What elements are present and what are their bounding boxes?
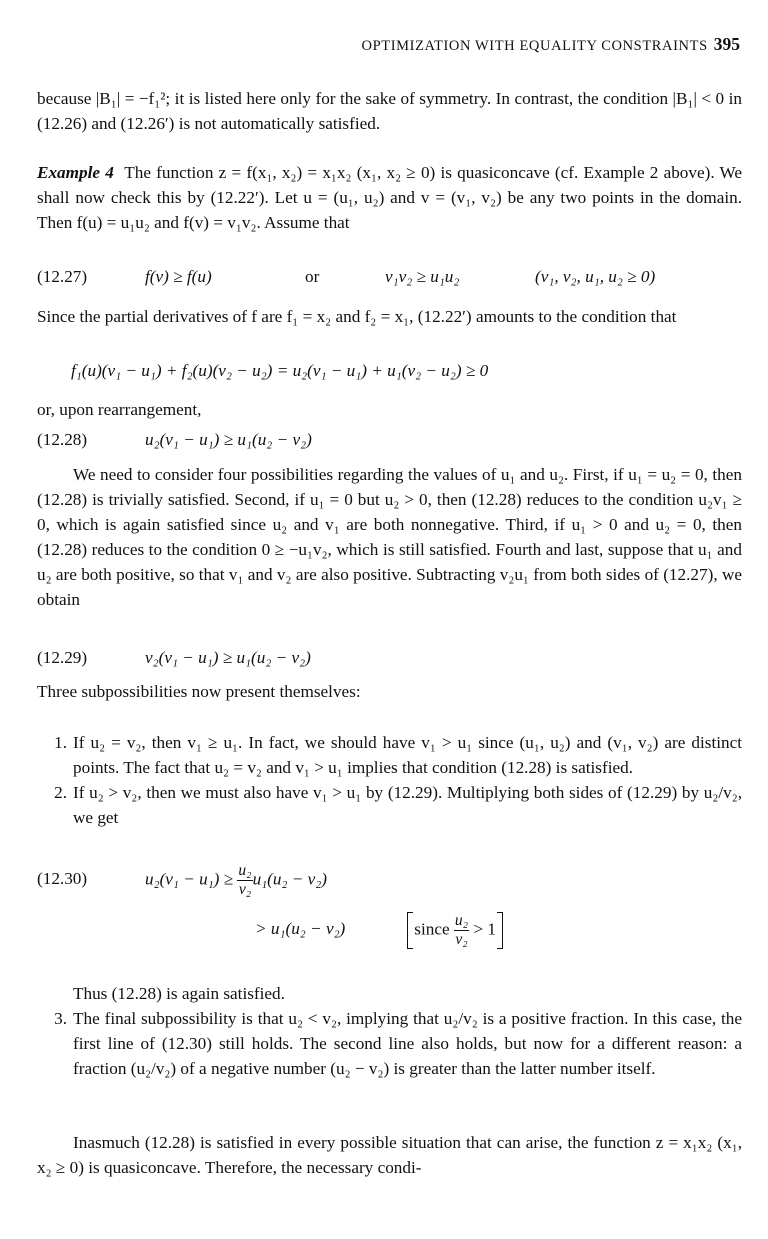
equation-number: (12.27) [37, 267, 88, 286]
fraction-numerator: u₂ [454, 912, 469, 929]
subpossibility-list-continued [37, 1006, 742, 1081]
example-label: Example 4 [37, 163, 114, 182]
equation-right: v₁v₂ ≥ u₁u₂ [385, 267, 460, 286]
equation-line1-left: u₂(v₁ − u₁) ≥ [145, 869, 234, 889]
running-header [37, 32, 740, 59]
running-title: OPTIMIZATION WITH EQUALITY CONSTRAINTS [361, 38, 708, 54]
equation-number: (12.30) [37, 869, 88, 889]
paragraph-rearrangement: or, upon rearrangement, [37, 400, 202, 419]
fraction-numerator: u₂ [238, 862, 252, 879]
list-item-number: 3. [54, 1009, 67, 1028]
equation-condition-expansion: f₁(u)(v₁ − u₁) + f₂(u)(v₂ − u₂) = u₂(v₁ − u₁) + u₁(v₂ − u₂) ≥ 0 [71, 361, 489, 380]
greater-than-one: > 1 [473, 919, 496, 939]
fraction-u2-v2-bracket [454, 912, 469, 949]
equation-number: (12.29) [37, 648, 88, 667]
list-item-text: The final subpossibility is that u₂ < v₂, implying that u₂/v₂ is a positive fraction. In this case, the first line of (12.30) still holds. The second line also holds, but now for a different reason: a fraction (u₂/v₂) of a negative number (u₂ − v₂) is greater than the latter number itself. [73, 1009, 742, 1078]
fraction-denominator: v₂ [238, 881, 252, 898]
equation-expression: u₂(v₁ − u₁) ≥ u₁(u₂ − v₂) [145, 430, 312, 449]
list-item-text: If u₂ = v₂, then v₁ ≥ u₁. In fact, we should have v₁ > u₁ since (u₁, u₂) and (v₁, v₂) are distinct points. The fact that u₂ = v₂ and v₁ > u₁ implies that condition (12.28) is satisfied. [73, 733, 742, 777]
example-4-paragraph [37, 160, 742, 235]
paragraph-thus: Thus (12.28) is again satisfied. [73, 984, 285, 1003]
equation-12-30-line-2 [255, 912, 768, 949]
list-item-number: 2. [54, 783, 67, 802]
list-item [37, 730, 742, 780]
equation-expression: v₂(v₁ − u₁) ≥ u₁(u₂ − v₂) [145, 648, 311, 667]
equation-line1-right: u₁(u₂ − v₂) [252, 869, 327, 889]
paragraph-partial-derivatives: Since the partial derivatives of f are f₁ = x₂ and f₂ = x₁, (12.22′) amounts to the condition that [37, 307, 677, 326]
equation-number: (12.28) [37, 430, 88, 449]
example-text: The function z = f(x₁, x₂) = x₁x₂ (x₁, x₂ ≥ 0) is quasiconcave (cf. Example 2 above). We shall now check this by (12.22′). Let u = (u₁, u₂) and v = (v₁, v₂) be any two points in the domain. Then f(u) = u₁u₂ and f(v) = v₁v₂. Assume that [37, 163, 743, 232]
since-word: since [414, 919, 450, 939]
subpossibility-list [37, 730, 742, 830]
page-number: 395 [713, 34, 740, 54]
fraction-u2-v2 [237, 862, 252, 899]
list-item [37, 780, 742, 830]
book-page [37, 0, 742, 1239]
paragraph-four-possibilities: We need to consider four possibilities regarding the values of u₁ and u₂. First, if u₁ = u₂ = 0, then (12.28) is trivially satisfied. Second, if u₁ = 0 but u₂ > 0, then (12.28) reduces to the condition u₂v₁ ≥ 0, which is again satisfied since u₂ and v₁ are both nonnegative. Third, if u₁ > 0 and u₂ = 0, then (12.28) reduces to the condition 0 ≥ −u₁v₂, which is still satisfied. Fourth and last, suppose that u₁ and u₂ are both positive, so that v₁ and v₂ are also positive. Subtracting v₂u₁ from both sides of (12.27), we obtain [37, 465, 742, 609]
list-item [37, 1006, 742, 1081]
equation-condition: (v₁, v₂, u₁, u₂ ≥ 0) [535, 267, 656, 286]
fraction-denominator: v₂ [455, 931, 468, 948]
equation-left: f(v) ≥ f(u) [145, 267, 212, 286]
equation-line2-left: > u₁(u₂ − v₂) [255, 919, 346, 939]
list-item-number: 1. [54, 733, 67, 752]
equation-12-28 [37, 427, 742, 452]
paragraph-conclusion: Inasmuch (12.28) is satisfied in every possible situation that can arise, the function z = x₁x₂ (x₁, x₂ ≥ 0) is quasiconcave. Therefore, the necessary condi- [37, 1133, 742, 1177]
since-bracket [407, 912, 503, 949]
list-item-text: If u₂ > v₂, then we must also have v₁ > u₁ by (12.29). Multiplying both sides of (12.29) by u₂/v₂, we get [73, 783, 742, 827]
equation-12-30-line-1 [37, 862, 742, 899]
equation-12-27 [37, 264, 742, 289]
paragraph-subpossibilities: Three subpossibilities now present themselves: [37, 682, 361, 701]
equation-or: or [305, 267, 320, 286]
equation-12-29 [37, 645, 742, 670]
paragraph-because: because |B₁| = −f₁²; it is listed here only for the sake of symmetry. In contrast, the condition |B₁| < 0 in (12.26) and (12.26′) is not automatically satisfied. [37, 89, 742, 133]
